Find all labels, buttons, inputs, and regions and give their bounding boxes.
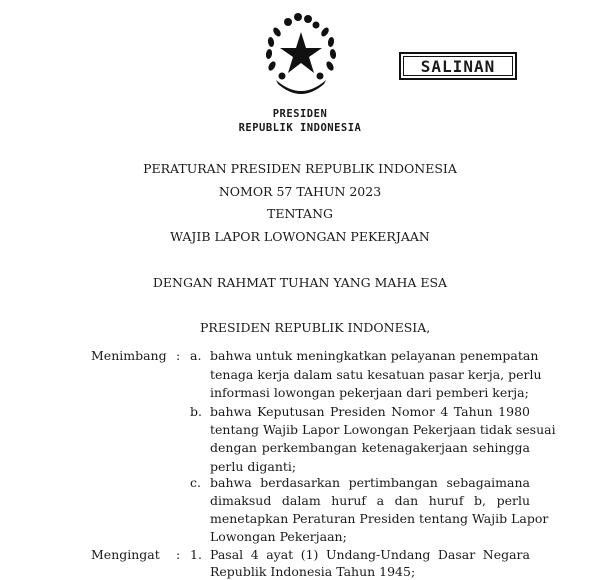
menimbang-a-line-3: informasi lowongan pekerjaan dari pemberi kerja; (210, 385, 529, 400)
menimbang-marker-c: c. (190, 475, 201, 490)
menimbang-c-line-4: Lowongan Pekerjaan; (210, 529, 347, 544)
menimbang-c-line-3: menetapkan Peraturan Presiden tentang Wajib Lapor (210, 511, 549, 526)
regulation-number: NOMOR 57 TAHUN 2023 (218, 184, 382, 199)
mengingat-colon: : (176, 547, 181, 562)
issuer: PRESIDEN REPUBLIK INDONESIA, (200, 320, 431, 335)
regulation-about: TENTANG (266, 206, 333, 221)
menimbang-marker-b: b. (190, 404, 202, 419)
menimbang-a-line-2: tenaga kerja dalam satu kesatuan pasar kerja, perlu (210, 367, 542, 382)
menimbang-b-line-3: dengan perkembangan ketenagakerjaan sehingga (210, 440, 530, 455)
menimbang-b-line-2: tentang Wajib Lapor Lowongan Pekerjaan tidak sesuai (210, 422, 556, 437)
menimbang-label: Menimbang (91, 348, 167, 363)
mengingat-1-line-2: Republik Indonesia Tahun 1945; (210, 564, 416, 579)
mengingat-marker-1: 1. (190, 547, 202, 562)
salinan-stamp: SALINAN (399, 52, 517, 80)
menimbang-colon: : (176, 348, 181, 363)
garuda-emblem (258, 10, 344, 102)
menimbang-c-line-2: dimaksud dalam huruf a dan huruf b, perlu (210, 493, 530, 508)
menimbang-b-line-1: bahwa Keputusan Presiden Nomor 4 Tahun 1980 (210, 404, 530, 419)
menimbang-marker-a: a. (190, 348, 202, 363)
mengingat-label: Mengingat (91, 547, 160, 562)
regulation-title: PERATURAN PRESIDEN REPUBLIK INDONESIA (143, 161, 457, 176)
institution-line-2: REPUBLIK INDONESIA (238, 122, 362, 134)
mengingat-1-line-1: Pasal 4 ayat (1) Undang-Undang Dasar Negara (210, 547, 530, 562)
menimbang-a-line-1: bahwa untuk meningkatkan pelayanan penempatan (210, 348, 539, 363)
menimbang-b-line-4: perlu diganti; (210, 459, 297, 474)
invocation: DENGAN RAHMAT TUHAN YANG MAHA ESA (152, 275, 448, 290)
menimbang-c-line-1: bahwa berdasarkan pertimbangan sebagaimana (210, 475, 530, 490)
regulation-subject: WAJIB LAPOR LOWONGAN PEKERJAAN (170, 229, 430, 244)
institution-line-1: PRESIDEN (272, 108, 328, 120)
